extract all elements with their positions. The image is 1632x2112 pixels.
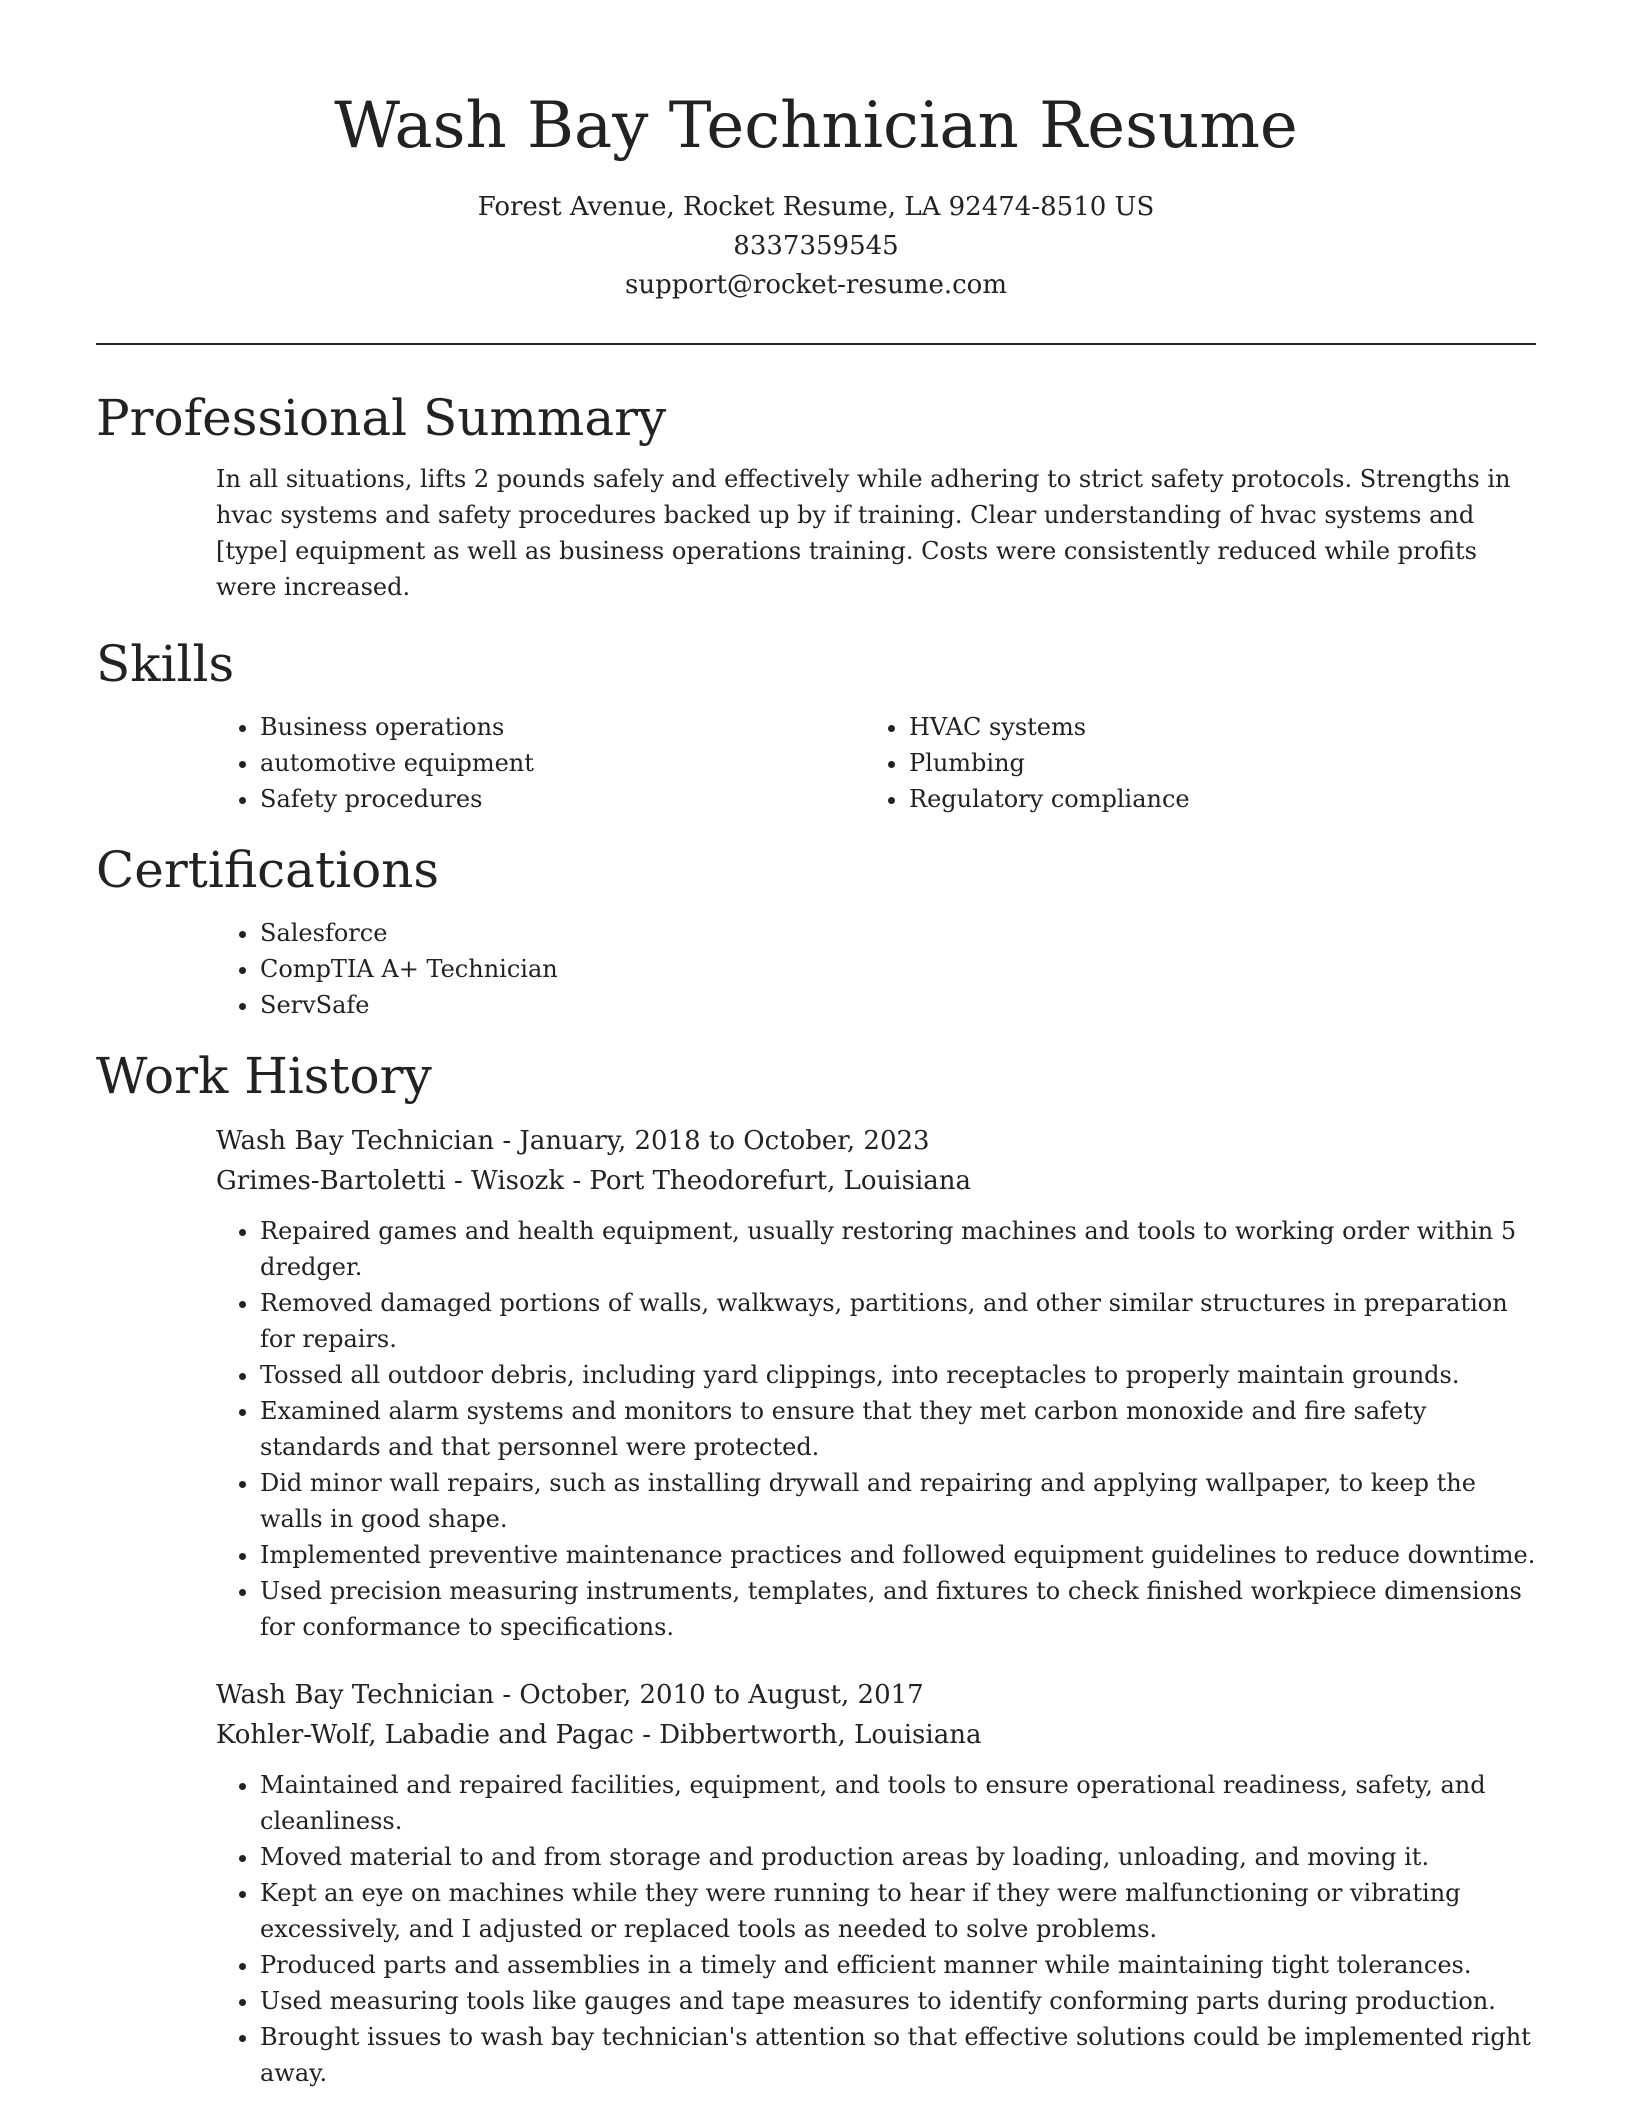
job-entry xyxy=(216,1675,1536,2091)
certifications-bullets xyxy=(216,915,1536,1023)
certification-item: • Salesforce xyxy=(260,915,1536,951)
job-duty-item: • Used precision measuring instruments, templates, and fixtures to check finished workpiece dimensions for conformance to specifications. xyxy=(260,1573,1536,1645)
skills-heading: Skills xyxy=(96,635,235,693)
resume-header xyxy=(96,0,1536,305)
skills-column-left xyxy=(216,709,865,817)
certification-item: • ServSafe xyxy=(260,987,1536,1023)
certification-item: • CompTIA A+ Technician xyxy=(260,951,1536,987)
job-duty-item: • Kept an eye on machines while they were running to hear if they were malfunctioning or vibrating excessively, and I adjusted or replaced tools as needed to solve problems. xyxy=(260,1875,1536,1947)
skill-item: • Business operations xyxy=(260,709,865,745)
skills-list xyxy=(216,709,1536,817)
job-duties xyxy=(216,1213,1536,1645)
job-duty-item: • Maintained and repaired facilities, equipment, and tools to ensure operational readiness, safety, and cleanliness. xyxy=(260,1767,1536,1839)
job-duty-item: • Removed damaged portions of walls, walkways, partitions, and other similar structures in preparation for repairs. xyxy=(260,1285,1536,1357)
summary-text: In all situations, lifts 2 pounds safely and effectively while adhering to strict safety protocols. Strengths in hvac systems and safety procedures backed up by if training. Clear understanding of hvac systems and [type] equipment as well as business operations training. Costs were consistently reduced while profits were increased. xyxy=(216,465,1511,601)
job-duty-item: • Repaired games and health equipment, usually restoring machines and tools to working order within 5 dredger. xyxy=(260,1213,1536,1285)
job-duty-item: • Used measuring tools like gauges and tape measures to identify conforming parts during production. xyxy=(260,1983,1536,2019)
work-history-heading: Work History xyxy=(96,1047,432,1105)
contact-address: Forest Avenue, Rocket Resume, LA 92474-8510 US xyxy=(477,192,1155,222)
skills-column-right xyxy=(865,709,1514,817)
skill-item: • HVAC systems xyxy=(909,709,1514,745)
job-duty-item: • Tossed all outdoor debris, including yard clippings, into receptacles to properly maintain grounds. xyxy=(260,1357,1536,1393)
summary-heading: Professional Summary xyxy=(96,389,667,447)
skill-item: • Plumbing xyxy=(909,745,1514,781)
resume-page xyxy=(96,0,1536,2091)
job-duty-item: • Moved material to and from storage and production areas by loading, unloading, and moving it. xyxy=(260,1839,1536,1875)
job-duty-item: • Did minor wall repairs, such as installing drywall and repairing and applying wallpaper, to keep the walls in good shape. xyxy=(260,1465,1536,1537)
job-duty-item: • Produced parts and assemblies in a timely and efficient manner while maintaining tight tolerances. xyxy=(260,1947,1536,1983)
job-entry xyxy=(216,1121,1536,1645)
skill-item: • Regulatory compliance xyxy=(909,781,1514,817)
certifications-heading: Certifications xyxy=(96,841,440,899)
header-divider xyxy=(96,343,1536,345)
job-duty-item: • Examined alarm systems and monitors to ensure that they met carbon monoxide and fire safety standards and that personnel were protected. xyxy=(260,1393,1536,1465)
job-heading: Wash Bay Technician - October, 2010 to August, 2017 xyxy=(216,1680,924,1710)
job-company: Kohler-Wolf, Labadie and Pagac - Dibbertworth, Louisiana xyxy=(216,1720,982,1750)
contact-phone: 8337359545 xyxy=(733,231,899,261)
job-heading: Wash Bay Technician - January, 2018 to October, 2023 xyxy=(216,1126,930,1156)
skill-item: • automotive equipment xyxy=(260,745,865,781)
skill-item: • Safety procedures xyxy=(260,781,865,817)
job-duty-item: • Brought issues to wash bay technician's attention so that effective solutions could be implemented right away. xyxy=(260,2019,1536,2091)
contact-block xyxy=(96,188,1536,305)
job-duty-item: • Implemented preventive maintenance practices and followed equipment guidelines to reduce downtime. xyxy=(260,1537,1536,1573)
job-company: Grimes-Bartoletti - Wisozk - Port Theodorefurt, Louisiana xyxy=(216,1166,972,1196)
job-duties xyxy=(216,1767,1536,2091)
contact-email: support@rocket-resume.com xyxy=(624,270,1007,300)
certifications-list xyxy=(216,915,1536,1023)
resume-title: Wash Bay Technician Resume xyxy=(334,89,1298,163)
